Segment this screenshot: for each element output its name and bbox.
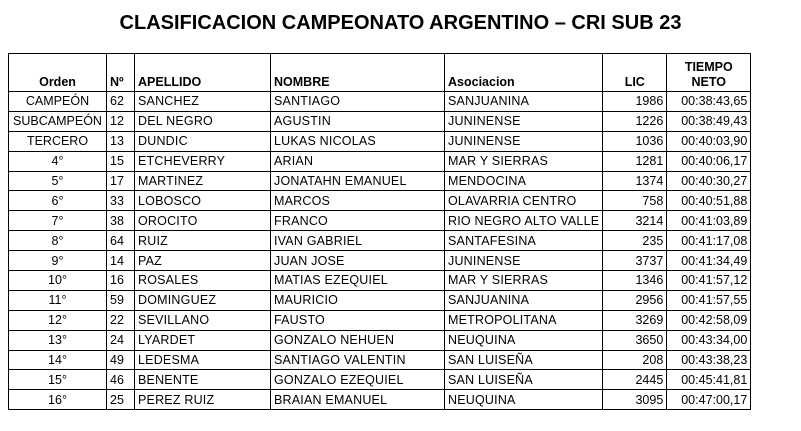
cell-orden: 12° bbox=[9, 310, 107, 330]
cell-asociacion: METROPOLITANA bbox=[445, 310, 603, 330]
cell-tiempo: 00:38:49,43 bbox=[667, 111, 751, 131]
cell-nombre: SANTIAGO VALENTIN bbox=[271, 350, 445, 370]
cell-numero: 12 bbox=[107, 111, 135, 131]
table-row bbox=[9, 211, 751, 231]
table-row bbox=[9, 131, 751, 151]
cell-asociacion: SANJUANINA bbox=[445, 92, 603, 112]
cell-lic: 3650 bbox=[603, 330, 667, 350]
header-numero: Nº bbox=[107, 54, 135, 92]
cell-orden: 9° bbox=[9, 251, 107, 271]
cell-orden: TERCERO bbox=[9, 131, 107, 151]
cell-lic: 2956 bbox=[603, 290, 667, 310]
cell-orden: 11° bbox=[9, 290, 107, 310]
cell-tiempo: 00:43:34,00 bbox=[667, 330, 751, 350]
table-row bbox=[9, 271, 751, 291]
cell-asociacion: SANJUANINA bbox=[445, 290, 603, 310]
cell-numero: 14 bbox=[107, 251, 135, 271]
cell-numero: 22 bbox=[107, 310, 135, 330]
cell-asociacion: MENDOCINA bbox=[445, 171, 603, 191]
cell-orden: 6° bbox=[9, 191, 107, 211]
header-orden: Orden bbox=[9, 54, 107, 92]
cell-nombre: MARCOS bbox=[271, 191, 445, 211]
table-row bbox=[9, 310, 751, 330]
cell-nombre: GONZALO EZEQUIEL bbox=[271, 370, 445, 390]
cell-nombre: ARIAN bbox=[271, 151, 445, 171]
cell-tiempo: 00:41:17,08 bbox=[667, 231, 751, 251]
cell-numero: 13 bbox=[107, 131, 135, 151]
cell-apellido: DOMINGUEZ bbox=[135, 290, 271, 310]
cell-apellido: PEREZ RUIZ bbox=[135, 390, 271, 410]
cell-nombre: JONATAHN EMANUEL bbox=[271, 171, 445, 191]
cell-nombre: JUAN JOSE bbox=[271, 251, 445, 271]
header-asociacion: Asociacion bbox=[445, 54, 603, 92]
cell-lic: 208 bbox=[603, 350, 667, 370]
cell-apellido: LOBOSCO bbox=[135, 191, 271, 211]
table-row bbox=[9, 330, 751, 350]
cell-apellido: MARTINEZ bbox=[135, 171, 271, 191]
cell-lic: 1346 bbox=[603, 271, 667, 291]
cell-nombre: FAUSTO bbox=[271, 310, 445, 330]
table-row bbox=[9, 171, 751, 191]
cell-apellido: PAZ bbox=[135, 251, 271, 271]
cell-lic: 1036 bbox=[603, 131, 667, 151]
cell-lic: 3095 bbox=[603, 390, 667, 410]
cell-asociacion: JUNINENSE bbox=[445, 251, 603, 271]
cell-numero: 59 bbox=[107, 290, 135, 310]
cell-asociacion: RIO NEGRO ALTO VALLE bbox=[445, 211, 603, 231]
cell-numero: 62 bbox=[107, 92, 135, 112]
cell-nombre: AGUSTIN bbox=[271, 111, 445, 131]
cell-orden: 13° bbox=[9, 330, 107, 350]
cell-orden: SUBCAMPEÓN bbox=[9, 111, 107, 131]
cell-nombre: LUKAS NICOLAS bbox=[271, 131, 445, 151]
cell-nombre: BRAIAN EMANUEL bbox=[271, 390, 445, 410]
page-title: CLASIFICACION CAMPEONATO ARGENTINO – CRI SUB 23 bbox=[119, 12, 682, 34]
cell-apellido: DUNDIC bbox=[135, 131, 271, 151]
table-row bbox=[9, 370, 751, 390]
cell-apellido: LEDESMA bbox=[135, 350, 271, 370]
cell-asociacion: NEUQUINA bbox=[445, 390, 603, 410]
cell-lic: 3737 bbox=[603, 251, 667, 271]
cell-tiempo: 00:40:51,88 bbox=[667, 191, 751, 211]
table-header-row bbox=[9, 54, 751, 92]
cell-numero: 33 bbox=[107, 191, 135, 211]
cell-tiempo: 00:45:41,81 bbox=[667, 370, 751, 390]
cell-numero: 49 bbox=[107, 350, 135, 370]
cell-apellido: SANCHEZ bbox=[135, 92, 271, 112]
cell-numero: 25 bbox=[107, 390, 135, 410]
cell-nombre: MATIAS EZEQUIEL bbox=[271, 271, 445, 291]
cell-numero: 46 bbox=[107, 370, 135, 390]
table-row bbox=[9, 350, 751, 370]
cell-asociacion: JUNINENSE bbox=[445, 111, 603, 131]
cell-tiempo: 00:38:43,65 bbox=[667, 92, 751, 112]
cell-apellido: DEL NEGRO bbox=[135, 111, 271, 131]
cell-tiempo: 00:40:30,27 bbox=[667, 171, 751, 191]
table-row bbox=[9, 92, 751, 112]
cell-apellido: ROSALES bbox=[135, 271, 271, 291]
cell-lic: 1374 bbox=[603, 171, 667, 191]
cell-lic: 758 bbox=[603, 191, 667, 211]
cell-apellido: RUIZ bbox=[135, 231, 271, 251]
table-row bbox=[9, 111, 751, 131]
cell-orden: 14° bbox=[9, 350, 107, 370]
cell-lic: 1226 bbox=[603, 111, 667, 131]
cell-tiempo: 00:43:38,23 bbox=[667, 350, 751, 370]
cell-tiempo: 00:47:00,17 bbox=[667, 390, 751, 410]
cell-lic: 235 bbox=[603, 231, 667, 251]
table-row bbox=[9, 191, 751, 211]
cell-lic: 3269 bbox=[603, 310, 667, 330]
cell-asociacion: SAN LUISEÑA bbox=[445, 350, 603, 370]
cell-tiempo: 00:41:57,12 bbox=[667, 271, 751, 291]
table-row bbox=[9, 151, 751, 171]
cell-nombre: GONZALO NEHUEN bbox=[271, 330, 445, 350]
results-body bbox=[9, 92, 751, 410]
table-row bbox=[9, 251, 751, 271]
cell-numero: 24 bbox=[107, 330, 135, 350]
header-lic: LIC bbox=[603, 54, 667, 92]
cell-nombre: MAURICIO bbox=[271, 290, 445, 310]
cell-numero: 15 bbox=[107, 151, 135, 171]
cell-numero: 16 bbox=[107, 271, 135, 291]
cell-apellido: SEVILLANO bbox=[135, 310, 271, 330]
cell-orden: 15° bbox=[9, 370, 107, 390]
cell-numero: 64 bbox=[107, 231, 135, 251]
cell-orden: 7° bbox=[9, 211, 107, 231]
header-tiempo-neto bbox=[667, 54, 751, 92]
table-row bbox=[9, 231, 751, 251]
cell-tiempo: 00:41:03,89 bbox=[667, 211, 751, 231]
cell-tiempo: 00:40:06,17 bbox=[667, 151, 751, 171]
cell-lic: 2445 bbox=[603, 370, 667, 390]
cell-asociacion: OLAVARRIA CENTRO bbox=[445, 191, 603, 211]
cell-tiempo: 00:41:57,55 bbox=[667, 290, 751, 310]
header-tiempo-line1: TIEMPO bbox=[684, 60, 733, 74]
cell-asociacion: SAN LUISEÑA bbox=[445, 370, 603, 390]
cell-tiempo: 00:42:58,09 bbox=[667, 310, 751, 330]
cell-orden: CAMPEÓN bbox=[9, 92, 107, 112]
table-row bbox=[9, 390, 751, 410]
cell-numero: 38 bbox=[107, 211, 135, 231]
table-row bbox=[9, 290, 751, 310]
cell-apellido: OROCITO bbox=[135, 211, 271, 231]
cell-orden: 16° bbox=[9, 390, 107, 410]
results-table bbox=[8, 53, 751, 410]
cell-apellido: BENENTE bbox=[135, 370, 271, 390]
cell-apellido: LYARDET bbox=[135, 330, 271, 350]
cell-tiempo: 00:41:34,49 bbox=[667, 251, 751, 271]
cell-lic: 1986 bbox=[603, 92, 667, 112]
cell-lic: 3214 bbox=[603, 211, 667, 231]
header-apellido: APELLIDO bbox=[135, 54, 271, 92]
cell-asociacion: MAR Y SIERRAS bbox=[445, 271, 603, 291]
cell-nombre: SANTIAGO bbox=[271, 92, 445, 112]
cell-orden: 8° bbox=[9, 231, 107, 251]
cell-tiempo: 00:40:03,90 bbox=[667, 131, 751, 151]
cell-nombre: FRANCO bbox=[271, 211, 445, 231]
cell-orden: 5° bbox=[9, 171, 107, 191]
cell-asociacion: SANTAFESINA bbox=[445, 231, 603, 251]
cell-apellido: ETCHEVERRY bbox=[135, 151, 271, 171]
cell-asociacion: MAR Y SIERRAS bbox=[445, 151, 603, 171]
cell-nombre: IVAN GABRIEL bbox=[271, 231, 445, 251]
header-tiempo-line2: NETO bbox=[691, 75, 727, 89]
cell-asociacion: JUNINENSE bbox=[445, 131, 603, 151]
header-nombre: NOMBRE bbox=[271, 54, 445, 92]
cell-orden: 10° bbox=[9, 271, 107, 291]
cell-orden: 4° bbox=[9, 151, 107, 171]
cell-asociacion: NEUQUINA bbox=[445, 330, 603, 350]
cell-lic: 1281 bbox=[603, 151, 667, 171]
cell-numero: 17 bbox=[107, 171, 135, 191]
